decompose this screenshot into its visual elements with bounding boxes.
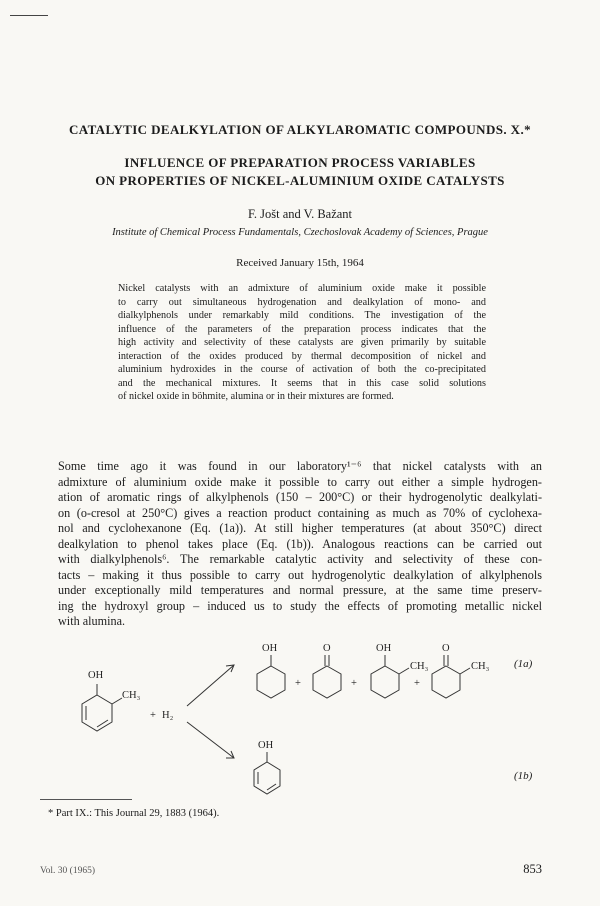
body-line: Some time ago it was found in our laboratory¹⁻⁶ that nickel catalysts with an <box>58 459 542 473</box>
page-number: 853 <box>523 862 542 876</box>
label-oh-p1: OH <box>262 643 278 654</box>
footnote-rule <box>40 799 132 800</box>
body-line: on (o-cresol at 250°C) gives a reaction product containing as much as 70% of cyclohexa- <box>58 505 542 520</box>
abstract-line: aluminium hydroxides in the course of activation of both the co-precipitated <box>118 364 486 375</box>
abstract-line: interaction of the oxides produced by thermal decomposition of nickel and <box>118 350 486 362</box>
label-o-p2: O <box>323 643 331 654</box>
label-o-p4: O <box>442 643 450 654</box>
institute: Institute of Chemical Process Fundamentals, Czechoslovak Academy of Sciences, Prague <box>112 227 488 238</box>
received-date: Received January 15th, 1964 <box>236 257 364 269</box>
body-line: admixture of aluminium oxide make it possible to carry out either a simple hydrogen- <box>58 474 542 489</box>
label-plus-1: + <box>295 678 301 689</box>
arrow-1a <box>187 665 234 706</box>
equation-label-1b: (1b) <box>514 770 533 782</box>
footnote: * Part IX.: This Journal 29, 1883 (1964). <box>48 808 220 819</box>
abstract-line: influence of the parameters of the preparation process indicates that the <box>118 323 486 335</box>
label-h2: H₂ <box>162 710 174 721</box>
arrow-1b <box>187 722 234 758</box>
equation-label-1a: (1a) <box>514 658 533 670</box>
journal-reference: Vol. 30 (1965) <box>40 866 95 876</box>
abstract-line: and the mechanical mixtures. It seems that in this case solid solutions <box>118 377 486 389</box>
body-line: under exceptionally mild temperatures and normal pressure, at the same time preserv- <box>58 583 542 597</box>
label-plus-2: + <box>351 678 357 689</box>
body-line: ation of aromatic rings of alkylphenols (150 – 200°C) or their hydrogenolytic dealkylati- <box>58 490 542 504</box>
abstract-line: to carry out simultaneous hydrogenation and dealkylation of mono- and <box>118 296 486 308</box>
title-line-3: ON PROPERTIES OF NICKEL-ALUMINIUM OXIDE CATALYSTS <box>95 173 505 188</box>
title-line-1: CATALYTIC DEALKYLATION OF ALKYLAROMATIC COMPOUNDS. X.* <box>68 122 532 137</box>
methylcyclohexanone-ring <box>432 666 460 698</box>
body-line: with dialkylphenols⁶. The remarkable catalytic activity and selectivity of these con- <box>58 552 542 566</box>
abstract-line: high activity and selectivity of these catalysts are given primarily by suitable <box>118 337 486 348</box>
label-plus-3: + <box>414 678 420 689</box>
methylcyclohexanol-ring <box>371 666 399 698</box>
label-oh-phenol: OH <box>258 740 274 751</box>
label-oh-p3: OH <box>376 643 392 654</box>
label-ch3-p3: CH₃ <box>410 661 429 672</box>
cyclohexanone-ring <box>313 666 341 698</box>
body-line: nol and cyclohexanone (Eq. (1a)). At still higher temperatures (at about 350°C) direct <box>58 521 542 535</box>
label-ch3-p4: CH₃ <box>471 661 490 672</box>
label-plus-h2: + <box>150 710 156 721</box>
label-ch3-cresol: CH₃ <box>122 690 141 701</box>
cyclohexanol-ring <box>257 666 285 698</box>
label-oh-cresol: OH <box>88 670 104 681</box>
abstract-line: dialkylphenols under remarkably mild conditions. The investigation of the <box>118 310 486 321</box>
ch3-bond <box>112 698 122 704</box>
body-line: dealkylation to phenol takes place (Eq. (1b)). Analogous reactions can be carried out <box>58 536 542 551</box>
body-line: with alumina. <box>58 614 126 628</box>
abstract-line: Nickel catalysts with an admixture of aluminium oxide make it possible <box>118 283 486 294</box>
abstract-line: of nickel oxide in böhmite, alumina or in their mixtures are formed. <box>118 391 394 402</box>
title-line-2: INFLUENCE OF PREPARATION PROCESS VARIABLES <box>124 155 476 170</box>
body-line: ing the hydroxyl group – induced us to study the effects of promoting metallic nickel <box>58 598 542 613</box>
authors: F. Jošt and V. Bažant <box>247 207 353 221</box>
body-line: tacts – making it thus possible to carry out hydrogenolytic dealkylation of alkylphenols <box>58 567 542 582</box>
